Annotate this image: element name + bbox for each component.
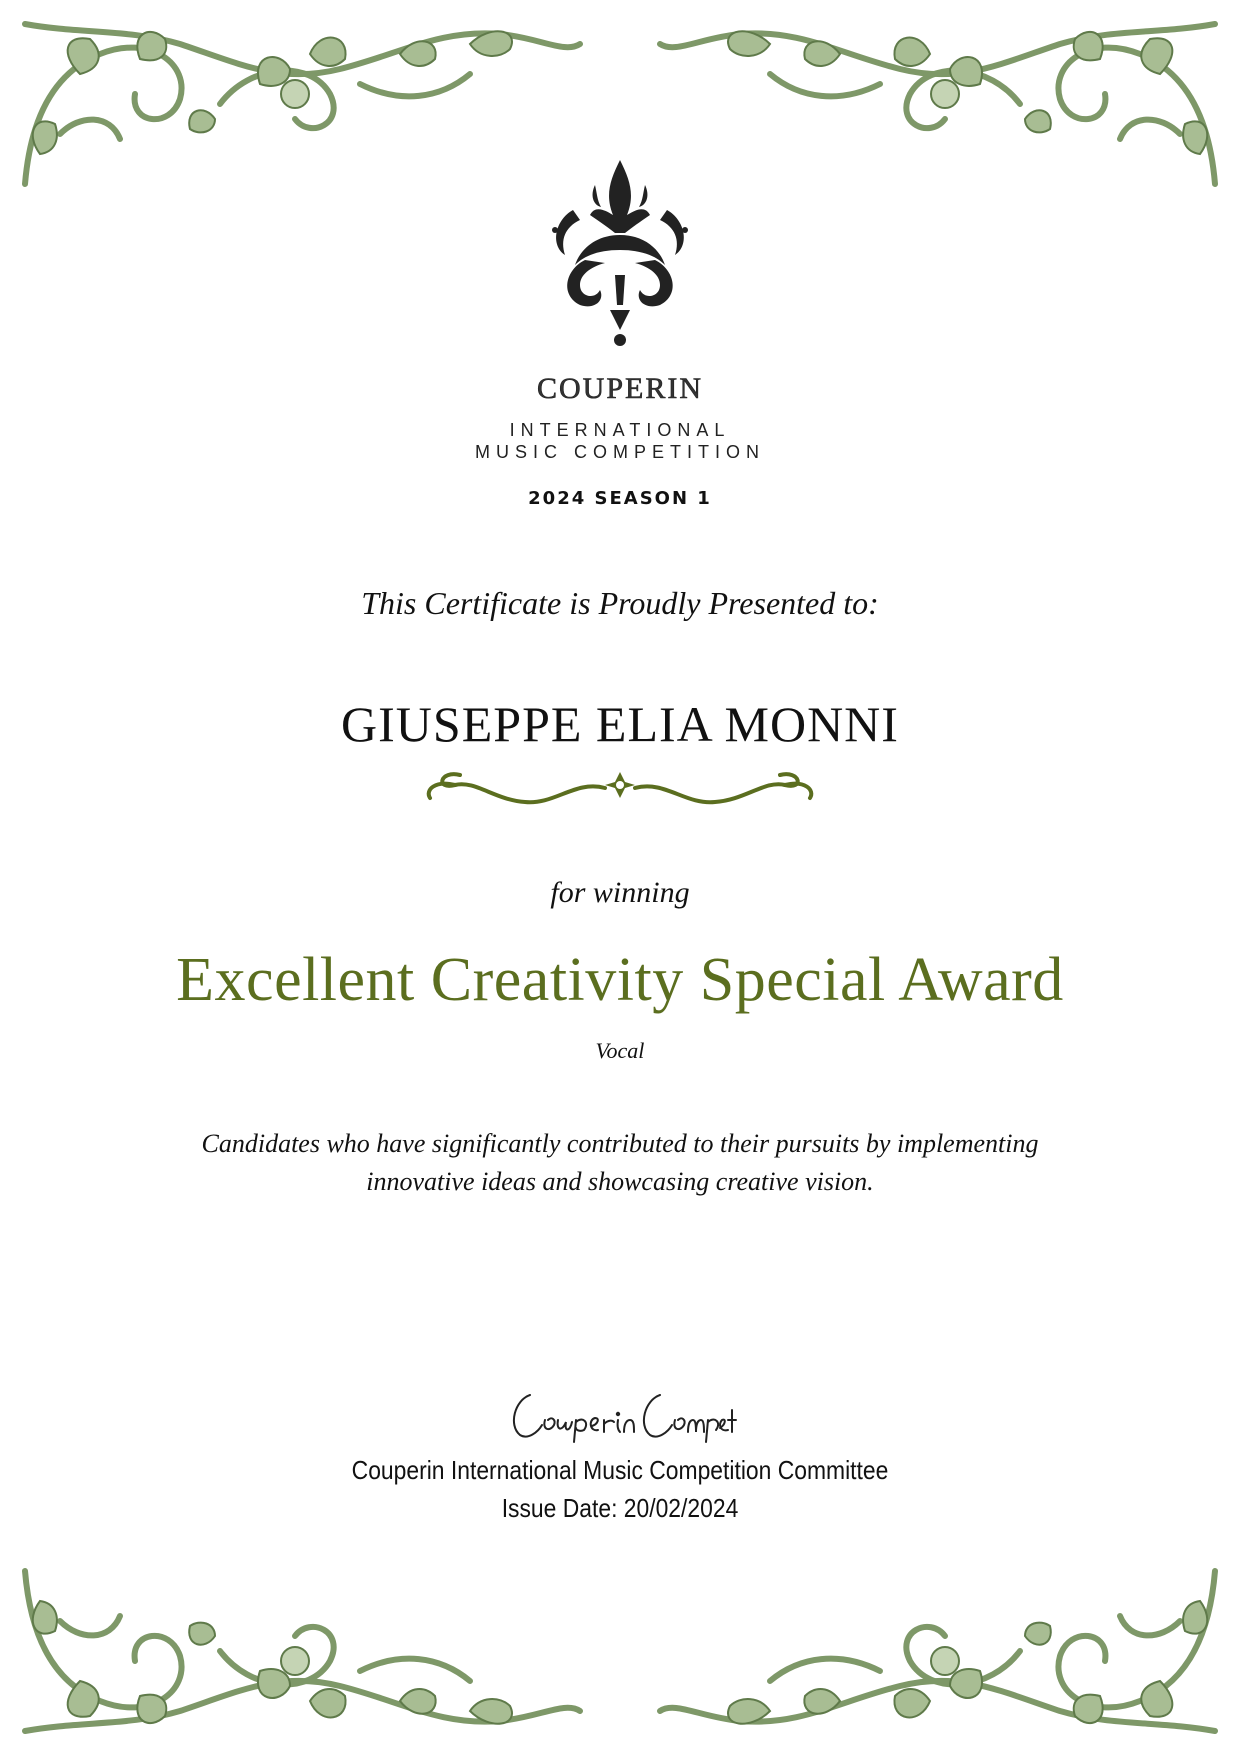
for-winning-line: for winning [550, 876, 690, 909]
presented-to-line: This Certificate is Proudly Presented to: [361, 585, 879, 621]
organization-subtitle-line1: INTERNATIONAL [509, 420, 731, 440]
signature [500, 1380, 740, 1450]
award-title: Excellent Creativity Special Award [176, 946, 1064, 1014]
committee-name: Couperin International Music Competition Committee [351, 1455, 889, 1485]
corner-ornament-top-right-icon [640, 14, 1220, 204]
organization-name: COUPERIN [536, 372, 703, 405]
corner-ornament-bottom-left-icon [20, 1551, 600, 1741]
season-label: 2024 SEASON 1 [528, 488, 712, 509]
scroll-divider-icon [415, 760, 825, 810]
description-line2: innovative ideas and showcasing creative vision. [366, 1167, 874, 1196]
fleur-de-lis-emblem-icon [535, 155, 705, 355]
description-line1: Candidates who have significantly contributed to their pursuits by implementing [201, 1129, 1039, 1158]
issue-date: Issue Date: 20/02/2024 [501, 1493, 739, 1523]
corner-ornament-top-left-icon [20, 14, 600, 204]
award-category: Vocal [595, 1038, 645, 1063]
corner-ornament-bottom-right-icon [640, 1551, 1220, 1741]
organization-subtitle-line2: MUSIC COMPETITION [475, 442, 765, 462]
award-description [0, 1125, 1240, 1201]
recipient-name: GIUSEPPE ELIA MONNI [341, 696, 899, 752]
